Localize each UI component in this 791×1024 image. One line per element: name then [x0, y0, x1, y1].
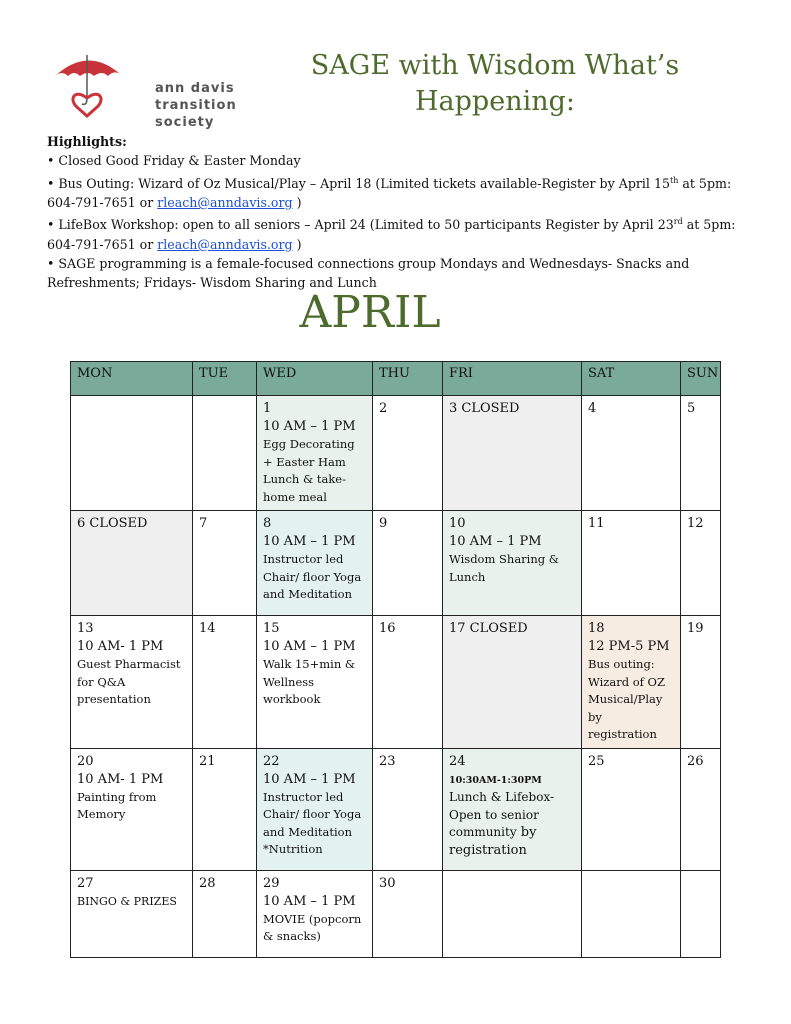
event-time: 10 AM- 1 PM [77, 639, 164, 654]
event-description: Walk 15+min & Wellness workbook [263, 657, 356, 706]
event-description [449, 771, 575, 860]
col-header-fri: FRI [443, 362, 582, 396]
highlight-item [47, 171, 747, 213]
highlights-section [47, 132, 747, 293]
highlight-text: • Closed Good Friday & Easter Monday [47, 153, 301, 169]
highlight-text: at 5pm: 604-791-7651 or [47, 217, 736, 252]
event-time: 10 AM – 1 PM [263, 534, 356, 549]
event-description: Egg Decorating + Easter Ham Lunch & take-home meal [263, 437, 355, 504]
highlight-text: at 5pm: 604-791-7651 or [47, 175, 732, 211]
event-time: 10 AM – 1 PM [263, 771, 356, 787]
day-cell-6-closed [71, 511, 193, 616]
day-number: 13 [77, 621, 94, 636]
day-number: 21 [199, 753, 216, 769]
day-cell-24 [443, 748, 582, 870]
day-cell-15 [257, 616, 373, 749]
event-description: Bus outing: Wizard of OZ Musical/Play by registration [588, 657, 665, 741]
day-number: 27 [77, 875, 94, 891]
day-cell-20 [71, 748, 193, 870]
day-number: 28 [199, 875, 216, 891]
ordinal-suffix: rd [673, 217, 683, 227]
day-number: 22 [263, 753, 280, 769]
day-number: 2 [379, 401, 388, 416]
email-link[interactable]: rleach@anndavis.org [157, 236, 293, 252]
ordinal-suffix: th [669, 175, 679, 185]
ann-davis-logo [50, 50, 250, 130]
day-cell-18 [582, 616, 681, 749]
day-cell-19 [681, 616, 721, 749]
day-number: 30 [379, 875, 396, 891]
event-time: 10 AM – 1 PM [263, 639, 356, 654]
highlight-text: • LifeBox Workshop: open to all seniors – April 24 (Limited to 50 participants Register by April 23 [47, 217, 674, 233]
event-text: Lunch & Lifebox-Open to senior community [449, 790, 555, 839]
highlights-heading: Highlights: [47, 134, 127, 149]
col-header-sat: SAT [582, 362, 681, 396]
day-cell-13 [71, 616, 193, 749]
day-cell-30 [373, 870, 443, 957]
day-number: 16 [379, 621, 396, 636]
event-description: Guest Pharmacist for Q&A presentation [77, 657, 181, 706]
day-number: 20 [77, 753, 94, 769]
title-line2: Happening: [415, 86, 575, 117]
highlight-item [47, 151, 747, 170]
day-number: 4 [588, 401, 597, 416]
day-cell-1 [257, 396, 373, 511]
event-description: Instructor led Chair/ floor Yoga and Meditation *Nutrition [263, 789, 362, 856]
event-time: 10 AM – 1 PM [263, 893, 356, 909]
day-cell-25 [582, 748, 681, 870]
day-cell-14 [193, 616, 257, 749]
email-link[interactable]: rleach@anndavis.org [157, 195, 293, 211]
day-number: 24 [449, 753, 466, 769]
logo-line2: transition society [155, 98, 237, 130]
day-number: 3 CLOSED [449, 401, 520, 416]
event-description: BINGO & PRIZES [77, 894, 177, 908]
day-number: 25 [588, 753, 605, 769]
umbrella-heart-icon [50, 50, 130, 120]
day-cell-2 [373, 396, 443, 511]
day-number: 15 [263, 621, 280, 636]
day-cell-9 [373, 511, 443, 616]
day-number: 29 [263, 875, 280, 891]
calendar-week-row [71, 616, 721, 749]
title-line1: SAGE with Wisdom What’s [310, 50, 680, 81]
day-cell-21 [193, 748, 257, 870]
calendar-week-row [71, 511, 721, 616]
calendar-header-row [71, 362, 721, 396]
day-cell-12 [681, 511, 721, 616]
day-number: 8 [263, 516, 272, 531]
day-number: 26 [687, 753, 704, 769]
day-cell-10 [443, 511, 582, 616]
day-cell-26 [681, 748, 721, 870]
highlight-text: • Bus Outing: Wizard of Oz Musical/Play – April 18 (Limited tickets available-Register by April 15 [47, 175, 670, 191]
day-cell-29 [257, 870, 373, 957]
day-number: 5 [687, 401, 696, 416]
calendar-table [70, 361, 721, 958]
page-title [290, 48, 700, 120]
event-time: 10 AM- 1 PM [77, 771, 164, 787]
highlight-text: ) [292, 236, 302, 252]
day-number: 9 [379, 516, 388, 531]
day-number: 6 CLOSED [77, 516, 148, 531]
day-number: 23 [379, 753, 396, 769]
day-cell-28 [193, 870, 257, 957]
day-cell-16 [373, 616, 443, 749]
day-cell-3-closed [443, 396, 582, 511]
day-number: 17 CLOSED [449, 621, 528, 636]
day-cell-4 [582, 396, 681, 511]
col-header-wed: WED [257, 362, 373, 396]
event-time: 10 AM – 1 PM [263, 419, 356, 434]
day-cell-empty [582, 870, 681, 957]
day-cell-empty [443, 870, 582, 957]
event-time: 10 AM – 1 PM [449, 534, 542, 549]
day-number: 11 [588, 516, 605, 531]
highlight-item [47, 212, 747, 254]
event-time: 12 PM-5 PM [588, 639, 670, 654]
day-cell-11 [582, 511, 681, 616]
day-cell-22 [257, 748, 373, 870]
day-number: 12 [687, 516, 704, 531]
col-header-sun: SUN [681, 362, 721, 396]
col-header-tue: TUE [193, 362, 257, 396]
day-cell-27 [71, 870, 193, 957]
calendar-week-row [71, 396, 721, 511]
logo-line1: ann davis [155, 81, 235, 96]
highlight-text: ) [292, 195, 302, 211]
day-number: 18 [588, 621, 605, 636]
day-number: 19 [687, 621, 704, 636]
day-cell-23 [373, 748, 443, 870]
day-cell-8 [257, 511, 373, 616]
day-cell-empty [681, 870, 721, 957]
event-description: MOVIE (popcorn & snacks) [263, 911, 362, 943]
day-cell-17-closed [443, 616, 582, 749]
event-description: Wisdom Sharing & Lunch [449, 552, 560, 584]
day-cell-7 [193, 511, 257, 616]
day-number: 10 [449, 516, 466, 531]
event-description: Painting from Memory [77, 789, 157, 821]
col-header-thu: THU [373, 362, 443, 396]
calendar-week-row [71, 748, 721, 870]
month-heading: APRIL [299, 287, 441, 338]
calendar-week-row [71, 870, 721, 957]
day-number: 7 [199, 516, 208, 531]
day-cell-5 [681, 396, 721, 511]
day-cell-empty [193, 396, 257, 511]
highlight-text: • SAGE programming is a female-focused connections group Mondays and Wednesdays- Snacks and Refreshments; Fridays- Wisdom Sharing and Lunch [47, 256, 690, 291]
day-number: 14 [199, 621, 216, 636]
event-time: 10:30AM-1:30PM [449, 774, 542, 786]
day-cell-empty [71, 396, 193, 511]
event-text: by registration [449, 825, 537, 858]
day-number: 1 [263, 401, 272, 416]
event-description: Instructor led Chair/ floor Yoga and Meditation [263, 552, 362, 601]
col-header-mon: MON [71, 362, 193, 396]
